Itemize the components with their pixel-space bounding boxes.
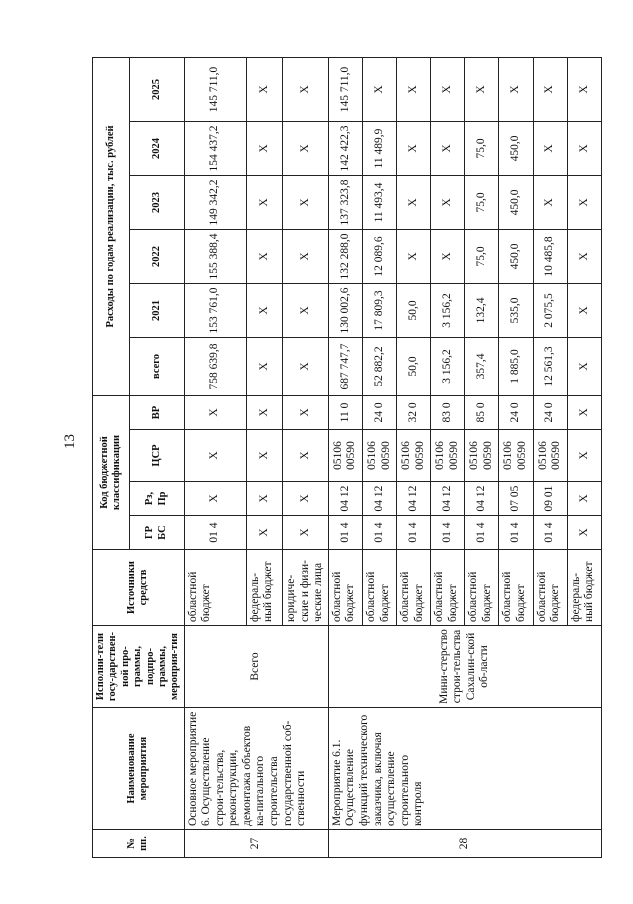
- cell-csr: 05106 00590: [499, 430, 533, 482]
- cell-y2022: Х: [282, 229, 328, 283]
- cell-y2025: Х: [362, 57, 396, 121]
- header-expenses-group: Расходы по годам реализации, тыс. рублей: [93, 57, 130, 395]
- table-row: [184, 57, 246, 857]
- cell-grbs: 01 4: [465, 516, 499, 550]
- cell-y2025: 145 711,0: [328, 57, 362, 121]
- cell-total: Х: [246, 337, 282, 395]
- cell-grbs: 01 4: [184, 516, 246, 550]
- cell-y2024: 142 422,3: [328, 121, 362, 175]
- cell-y2022: 75,0: [465, 229, 499, 283]
- header-source: Источники средств: [93, 550, 185, 626]
- cell-y2022: Х: [567, 229, 601, 283]
- cell-y2021: 17 809,3: [362, 283, 396, 337]
- cell-grbs: Х: [567, 516, 601, 550]
- cell-y2023: 75,0: [465, 175, 499, 229]
- cell-y2022: Х: [431, 229, 465, 283]
- cell-csr: Х: [246, 430, 282, 482]
- cell-y2022: 132 288,0: [328, 229, 362, 283]
- cell-src: областной бюджет: [499, 550, 533, 626]
- cell-vr: Х: [246, 395, 282, 429]
- header-vr: ВР: [129, 395, 184, 429]
- executor: Всего: [184, 626, 328, 708]
- cell-csr: 05106 00590: [328, 430, 362, 482]
- cell-y2021: 535,0: [499, 283, 533, 337]
- header-2021: 2021: [129, 283, 184, 337]
- cell-vr: Х: [184, 395, 246, 429]
- cell-rzpr: 04 12: [362, 482, 396, 516]
- cell-total: 687 747,7: [328, 337, 362, 395]
- cell-y2023: Х: [397, 175, 431, 229]
- header-csr: ЦСР: [129, 430, 184, 482]
- cell-vr: Х: [567, 395, 601, 429]
- cell-total: Х: [282, 337, 328, 395]
- cell-y2024: Х: [397, 121, 431, 175]
- cell-y2023: Х: [246, 175, 282, 229]
- cell-csr: Х: [282, 430, 328, 482]
- cell-vr: 24 0: [362, 395, 396, 429]
- cell-src: областной бюджет: [465, 550, 499, 626]
- cell-vr: Х: [282, 395, 328, 429]
- cell-total: 357,4: [465, 337, 499, 395]
- cell-grbs: Х: [282, 516, 328, 550]
- cell-src: юридиче-ские и физи-ческие лица: [282, 550, 328, 626]
- cell-total: 758 639,8: [184, 337, 246, 395]
- activity-name: Основное мероприятие 6. Осуществление строи-тельства, реконструкции, демонтажа объектов ка-питального строительства государственной соб-ственности: [184, 708, 328, 830]
- cell-y2021: Х: [567, 283, 601, 337]
- header-2024: 2024: [129, 121, 184, 175]
- cell-y2025: Х: [431, 57, 465, 121]
- budget-table-rotated: [92, 58, 596, 858]
- executor: Мини-стерство строи-тельства Сахалин-ской об-ласти: [328, 626, 601, 708]
- cell-y2021: 3 156,2: [431, 283, 465, 337]
- cell-grbs: 01 4: [397, 516, 431, 550]
- cell-y2023: 149 342,2: [184, 175, 246, 229]
- header-name: Наименование мероприятия: [93, 708, 185, 830]
- cell-y2022: 10 485,8: [533, 229, 567, 283]
- cell-vr: 85 0: [465, 395, 499, 429]
- cell-total: 1 885,0: [499, 337, 533, 395]
- cell-y2024: 154 437,2: [184, 121, 246, 175]
- budget-table: [92, 57, 602, 858]
- cell-vr: 24 0: [499, 395, 533, 429]
- cell-csr: Х: [567, 430, 601, 482]
- cell-y2022: Х: [397, 229, 431, 283]
- cell-vr: 83 0: [431, 395, 465, 429]
- cell-y2021: 153 761,0: [184, 283, 246, 337]
- cell-y2025: Х: [246, 57, 282, 121]
- header-executor: Исполни-тели госу-дарствен-ной про-граммы, подпро-граммы, мероприя-тия: [93, 626, 185, 708]
- cell-y2024: Х: [431, 121, 465, 175]
- cell-y2025: Х: [499, 57, 533, 121]
- cell-y2025: 145 711,0: [184, 57, 246, 121]
- activity-name: Мероприятие 6.1. Осуществление функций технического заказчика, включая осуществление строительного контроля: [328, 708, 601, 830]
- cell-rzpr: 04 12: [328, 482, 362, 516]
- cell-src: областной бюджет: [328, 550, 362, 626]
- cell-y2023: Х: [431, 175, 465, 229]
- cell-csr: 05106 00590: [431, 430, 465, 482]
- cell-src: областной бюджет: [362, 550, 396, 626]
- cell-rzpr: Х: [567, 482, 601, 516]
- cell-y2025: Х: [567, 57, 601, 121]
- cell-y2024: Х: [282, 121, 328, 175]
- cell-y2023: Х: [282, 175, 328, 229]
- cell-y2021: Х: [246, 283, 282, 337]
- cell-src: федераль-ный бюджет: [246, 550, 282, 626]
- cell-grbs: 01 4: [328, 516, 362, 550]
- cell-y2025: Х: [282, 57, 328, 121]
- cell-csr: Х: [184, 430, 246, 482]
- cell-rzpr: 04 12: [431, 482, 465, 516]
- table-row: [328, 57, 362, 857]
- cell-rzpr: 09 01: [533, 482, 567, 516]
- cell-y2023: 137 323,8: [328, 175, 362, 229]
- cell-y2023: Х: [533, 175, 567, 229]
- cell-y2022: Х: [246, 229, 282, 283]
- header-num: № пп.: [93, 830, 185, 858]
- cell-rzpr: Х: [246, 482, 282, 516]
- cell-y2022: 450,0: [499, 229, 533, 283]
- cell-y2023: 11 493,4: [362, 175, 396, 229]
- cell-src: областной бюджет: [431, 550, 465, 626]
- page-number: 13: [62, 434, 78, 449]
- cell-y2021: 130 002,6: [328, 283, 362, 337]
- cell-grbs: 01 4: [499, 516, 533, 550]
- cell-y2021: 50,0: [397, 283, 431, 337]
- cell-grbs: 01 4: [533, 516, 567, 550]
- header-code-group: Код бюджетной классификации: [93, 395, 130, 549]
- cell-total: 52 882,2: [362, 337, 396, 395]
- cell-rzpr: 04 12: [465, 482, 499, 516]
- header-2022: 2022: [129, 229, 184, 283]
- cell-y2021: 2 075,5: [533, 283, 567, 337]
- cell-y2025: Х: [533, 57, 567, 121]
- cell-vr: 24 0: [533, 395, 567, 429]
- cell-y2022: 12 089,6: [362, 229, 396, 283]
- cell-rzpr: 04 12: [397, 482, 431, 516]
- header-rzpr: Рз, Пр: [129, 482, 184, 516]
- cell-csr: 05106 00590: [533, 430, 567, 482]
- header-grbs: ГР БС: [129, 516, 184, 550]
- cell-total: 12 561,3: [533, 337, 567, 395]
- cell-rzpr: 07 05: [499, 482, 533, 516]
- cell-src: областной бюджет: [397, 550, 431, 626]
- cell-vr: 11 0: [328, 395, 362, 429]
- cell-vr: 32 0: [397, 395, 431, 429]
- cell-y2024: 450,0: [499, 121, 533, 175]
- cell-total: 50,0: [397, 337, 431, 395]
- cell-total: 3 156,2: [431, 337, 465, 395]
- cell-y2024: Х: [567, 121, 601, 175]
- cell-rzpr: Х: [282, 482, 328, 516]
- cell-y2023: Х: [567, 175, 601, 229]
- header-2023: 2023: [129, 175, 184, 229]
- cell-grbs: 01 4: [362, 516, 396, 550]
- cell-csr: 05106 00590: [465, 430, 499, 482]
- cell-rzpr: Х: [184, 482, 246, 516]
- cell-src: федераль-ный бюджет: [567, 550, 601, 626]
- cell-y2024: Х: [246, 121, 282, 175]
- cell-grbs: 01 4: [431, 516, 465, 550]
- cell-y2024: 11 489,9: [362, 121, 396, 175]
- cell-csr: 05106 00590: [397, 430, 431, 482]
- cell-y2025: Х: [465, 57, 499, 121]
- row-number: 28: [328, 830, 601, 858]
- cell-csr: 05106 00590: [362, 430, 396, 482]
- cell-grbs: Х: [246, 516, 282, 550]
- cell-y2024: 75,0: [465, 121, 499, 175]
- cell-src: областной бюджет: [533, 550, 567, 626]
- header-total: всего: [129, 337, 184, 395]
- cell-y2024: Х: [533, 121, 567, 175]
- cell-y2025: Х: [397, 57, 431, 121]
- cell-src: областной бюджет: [184, 550, 246, 626]
- cell-total: Х: [567, 337, 601, 395]
- cell-y2022: 155 388,4: [184, 229, 246, 283]
- cell-y2023: 450,0: [499, 175, 533, 229]
- row-number: 27: [184, 830, 328, 858]
- header-2025: 2025: [129, 57, 184, 121]
- cell-y2021: Х: [282, 283, 328, 337]
- cell-y2021: 132,4: [465, 283, 499, 337]
